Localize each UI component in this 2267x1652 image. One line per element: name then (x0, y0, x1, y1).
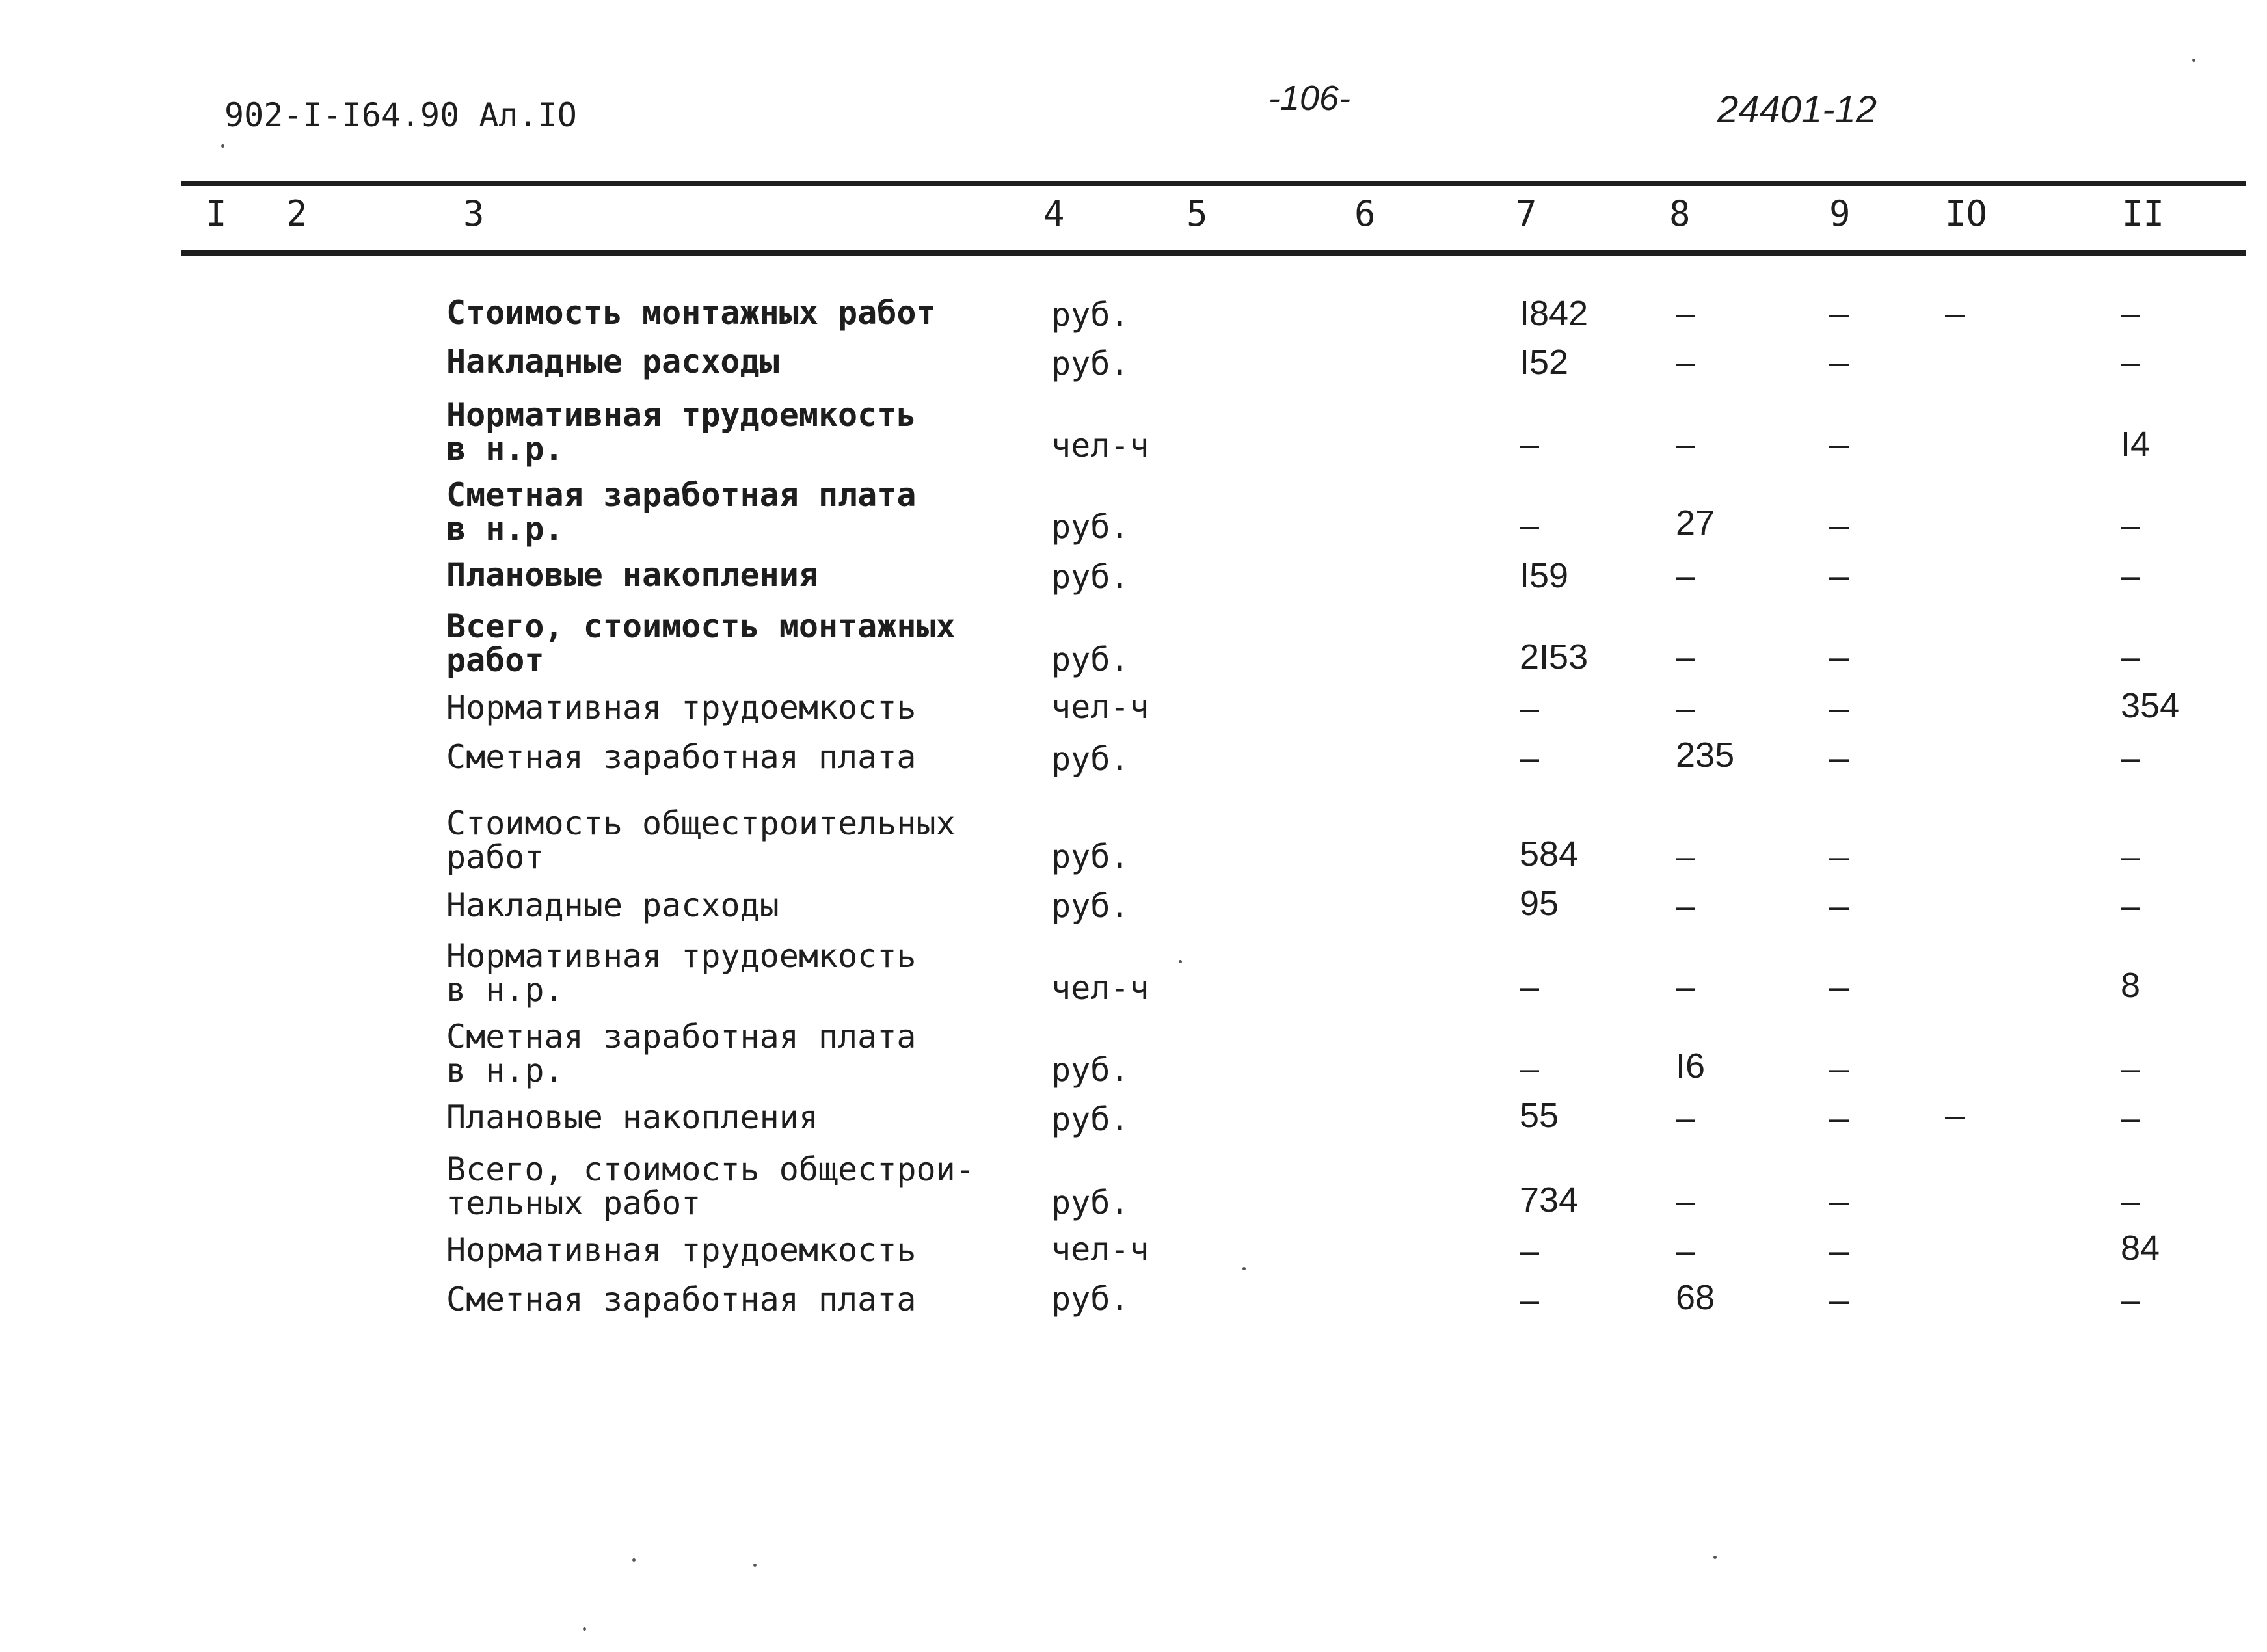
column-header-7: 7 (1516, 193, 1537, 234)
row-col7: 95 (1520, 884, 1559, 923)
row-col7: – (1520, 967, 1540, 1006)
row-col7: I52 (1520, 343, 1569, 382)
row-col8: – (1676, 886, 1696, 926)
row-name: Накладные расходы (446, 343, 779, 380)
row-name: Всего, стоимость общестрои- тельных работ (446, 1151, 975, 1222)
row-col9: – (1829, 886, 1849, 926)
row-col11: – (2121, 1281, 2141, 1320)
column-header-5: 5 (1187, 193, 1208, 234)
row-col9: – (1829, 1049, 1849, 1088)
row-col7: 2I53 (1520, 637, 1589, 676)
table-top-rule (181, 181, 2246, 186)
row-col11: – (2121, 556, 2141, 595)
row-col9: – (1829, 689, 1849, 728)
row-name: Стоимость общестроительных работ (446, 805, 956, 876)
row-unit: руб. (1051, 296, 1130, 334)
row-col7: – (1520, 1049, 1540, 1088)
scan-speck (753, 1564, 757, 1567)
row-col8: – (1676, 837, 1696, 876)
row-col11: 8 (2121, 966, 2141, 1005)
row-col8: – (1676, 556, 1696, 595)
column-header-3: 3 (463, 193, 485, 234)
row-col7: – (1520, 425, 1540, 464)
row-col8: – (1676, 637, 1696, 676)
row-unit: чел-ч (1051, 969, 1149, 1007)
scan-speck (221, 144, 224, 148)
row-col9: – (1829, 506, 1849, 545)
row-unit: руб. (1051, 1280, 1130, 1318)
row-col11: – (2121, 343, 2141, 382)
row-col9: – (1829, 556, 1849, 595)
row-unit: чел-ч (1051, 427, 1149, 464)
row-name: Сметная заработная плата (446, 1281, 917, 1318)
row-name: Накладные расходы (446, 886, 779, 924)
row-col8: – (1676, 967, 1696, 1006)
row-unit: руб. (1051, 641, 1130, 678)
scan-speck (583, 1627, 586, 1631)
row-name: Сметная заработная плата (446, 738, 917, 776)
row-col7: I59 (1520, 556, 1569, 595)
row-name: Сметная заработная плата в н.р. (446, 1018, 917, 1089)
row-col11: – (2121, 738, 2141, 777)
row-col11: – (2121, 1182, 2141, 1221)
column-header-2: 2 (286, 193, 308, 234)
column-header-10: IO (1945, 193, 1988, 234)
scan-speck (1242, 1267, 1246, 1270)
row-col8: – (1676, 343, 1696, 382)
row-unit: чел-ч (1051, 688, 1149, 726)
row-col7: 584 (1520, 834, 1579, 873)
row-col9: – (1829, 967, 1849, 1006)
row-col11: – (2121, 506, 2141, 545)
row-col7: – (1520, 689, 1540, 728)
row-col9: – (1829, 1231, 1849, 1270)
row-unit: руб. (1051, 1100, 1130, 1138)
row-col7: – (1520, 506, 1540, 545)
row-col7: – (1520, 738, 1540, 777)
row-unit: руб. (1051, 345, 1130, 382)
column-header-9: 9 (1829, 193, 1851, 234)
row-name: Нормативная трудоемкость в н.р. (446, 396, 917, 468)
row-col8: – (1676, 1182, 1696, 1221)
row-col9: – (1829, 1281, 1849, 1320)
scan-speck (632, 1558, 636, 1562)
row-col10: – (1945, 294, 1965, 333)
column-header-1: I (206, 193, 227, 234)
row-col11: – (2121, 837, 2141, 876)
row-col9: – (1829, 738, 1849, 777)
row-col11: – (2121, 1099, 2141, 1138)
row-col8: – (1676, 294, 1696, 333)
row-col8: 235 (1676, 736, 1735, 775)
row-unit: руб. (1051, 558, 1130, 596)
row-name: Всего, стоимость монтажных работ (446, 607, 956, 679)
row-col8: – (1676, 1099, 1696, 1138)
table-header-bottom-rule (181, 250, 2246, 256)
row-col10: – (1945, 1096, 1965, 1135)
row-col8: 68 (1676, 1278, 1715, 1317)
sheet-reference: 24401-12 (1717, 88, 1877, 131)
row-name: Стоимость монтажных работ (446, 294, 936, 332)
row-col9: – (1829, 1099, 1849, 1138)
document-code: 902-I-I64.90 Ал.IO (224, 96, 577, 134)
scan-speck (1713, 1556, 1717, 1559)
page-number: -106- (1268, 79, 1351, 118)
row-col7: – (1520, 1231, 1540, 1270)
row-col8: – (1676, 1231, 1696, 1270)
row-col11: 84 (2121, 1229, 2160, 1268)
row-col11: – (2121, 886, 2141, 926)
row-col11: – (2121, 1049, 2141, 1088)
row-col9: – (1829, 343, 1849, 382)
row-unit: руб. (1051, 1051, 1130, 1089)
row-col7: 734 (1520, 1180, 1579, 1219)
row-name: Нормативная трудоемкость в н.р. (446, 937, 917, 1009)
row-unit: руб. (1051, 740, 1130, 778)
row-name: Плановые накопления (446, 1099, 818, 1136)
row-col9: – (1829, 425, 1849, 464)
row-unit: руб. (1051, 838, 1130, 875)
row-col8: I6 (1676, 1046, 1706, 1086)
row-unit: чел-ч (1051, 1231, 1149, 1268)
scan-speck (2192, 59, 2195, 62)
row-col8: – (1676, 689, 1696, 728)
row-col7: 55 (1520, 1096, 1559, 1135)
row-name: Сметная заработная плата в н.р. (446, 476, 917, 548)
row-col9: – (1829, 1182, 1849, 1221)
row-col7: – (1520, 1281, 1540, 1320)
row-col9: – (1829, 837, 1849, 876)
column-header-11: II (2122, 193, 2165, 234)
row-name: Плановые накопления (446, 556, 818, 594)
row-name: Нормативная трудоемкость (446, 689, 917, 726)
row-col9: – (1829, 294, 1849, 333)
column-header-4: 4 (1043, 193, 1065, 234)
row-col11: – (2121, 637, 2141, 676)
row-unit: руб. (1051, 1184, 1130, 1221)
row-col8: – (1676, 425, 1696, 464)
column-header-6: 6 (1354, 193, 1376, 234)
scan-speck (1179, 960, 1182, 963)
row-unit: руб. (1051, 887, 1130, 925)
row-col9: – (1829, 637, 1849, 676)
row-col8: 27 (1676, 503, 1715, 542)
row-col11: I4 (2121, 425, 2151, 464)
row-unit: руб. (1051, 508, 1130, 546)
row-col7: I842 (1520, 294, 1589, 333)
row-col11: 354 (2121, 686, 2180, 725)
row-col11: – (2121, 294, 2141, 333)
row-name: Нормативная трудоемкость (446, 1231, 917, 1269)
column-header-8: 8 (1669, 193, 1691, 234)
